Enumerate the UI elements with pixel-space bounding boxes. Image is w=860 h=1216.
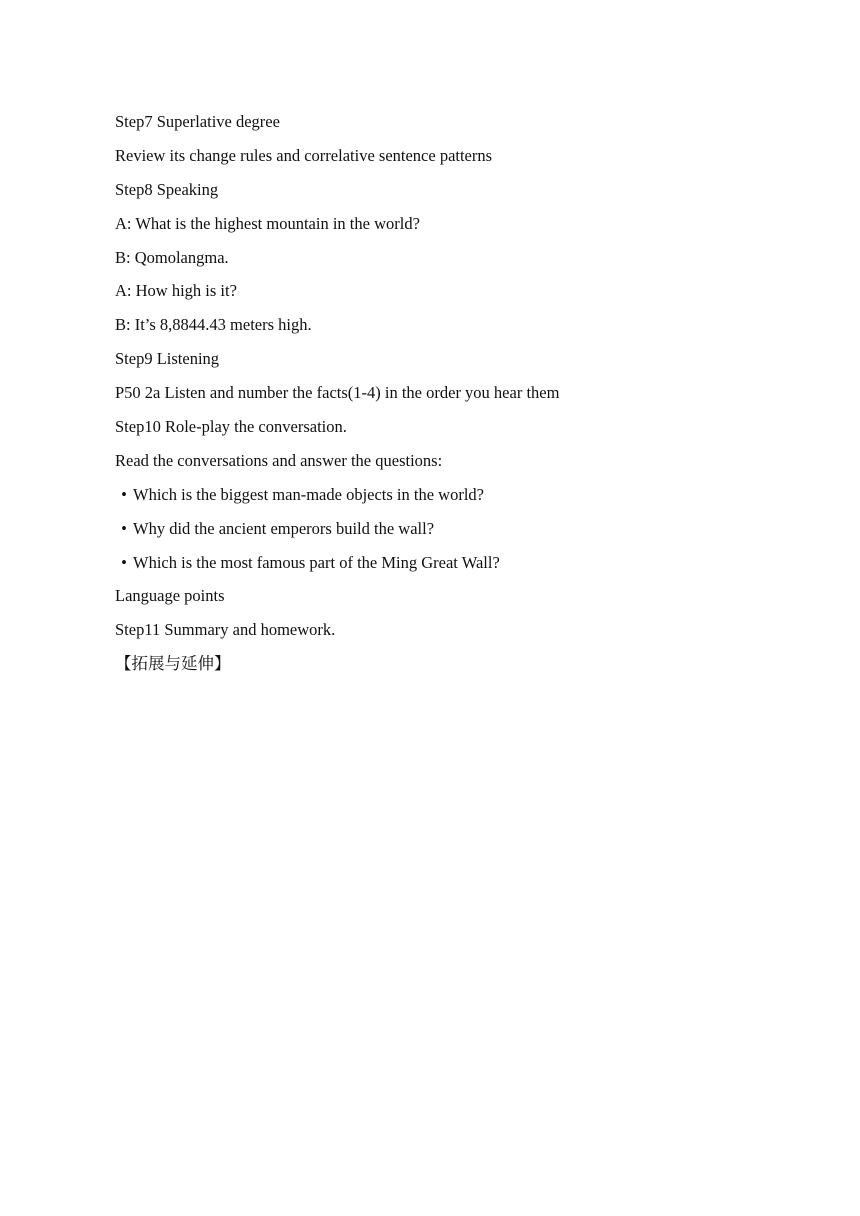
- step11-heading: Step11 Summary and homework.: [115, 620, 336, 640]
- question-text: Which is the most famous part of the Ming Great Wall?: [133, 552, 500, 572]
- step8-heading: Step8 Speaking: [115, 179, 219, 199]
- reading-instruction: Read the conversations and answer the questions:: [115, 450, 443, 470]
- listening-instruction: P50 2a Listen and number the facts(1-4) in the order you hear them: [115, 383, 560, 403]
- question-item: [115, 517, 805, 551]
- step10-heading: Step10 Role-play the conversation.: [115, 417, 347, 437]
- extension-heading: 【拓展与延伸】: [115, 654, 231, 674]
- dialogue-line-b1: B: Qomolangma.: [115, 247, 229, 267]
- bullet-icon: •: [121, 552, 127, 572]
- question-item: [115, 483, 805, 517]
- dialogue-line-b2: B: It’s 8,8844.43 meters high.: [115, 315, 312, 335]
- question-item: [115, 551, 805, 585]
- step9-heading: Step9 Listening: [115, 349, 220, 369]
- bullet-icon: •: [121, 518, 127, 538]
- question-text: Which is the biggest man-made objects in the world?: [133, 484, 484, 504]
- question-text: Why did the ancient emperors build the wall?: [133, 518, 435, 538]
- dialogue-line-a2: A: How high is it?: [115, 281, 237, 301]
- document-body: [115, 110, 805, 686]
- step7-heading: Step7 Superlative degree: [115, 112, 280, 131]
- language-points-heading: Language points: [115, 586, 225, 606]
- dialogue-line-a1: A: What is the highest mountain in the world?: [115, 213, 420, 233]
- bullet-icon: •: [121, 484, 127, 504]
- review-instruction: Review its change rules and correlative sentence patterns: [115, 145, 493, 165]
